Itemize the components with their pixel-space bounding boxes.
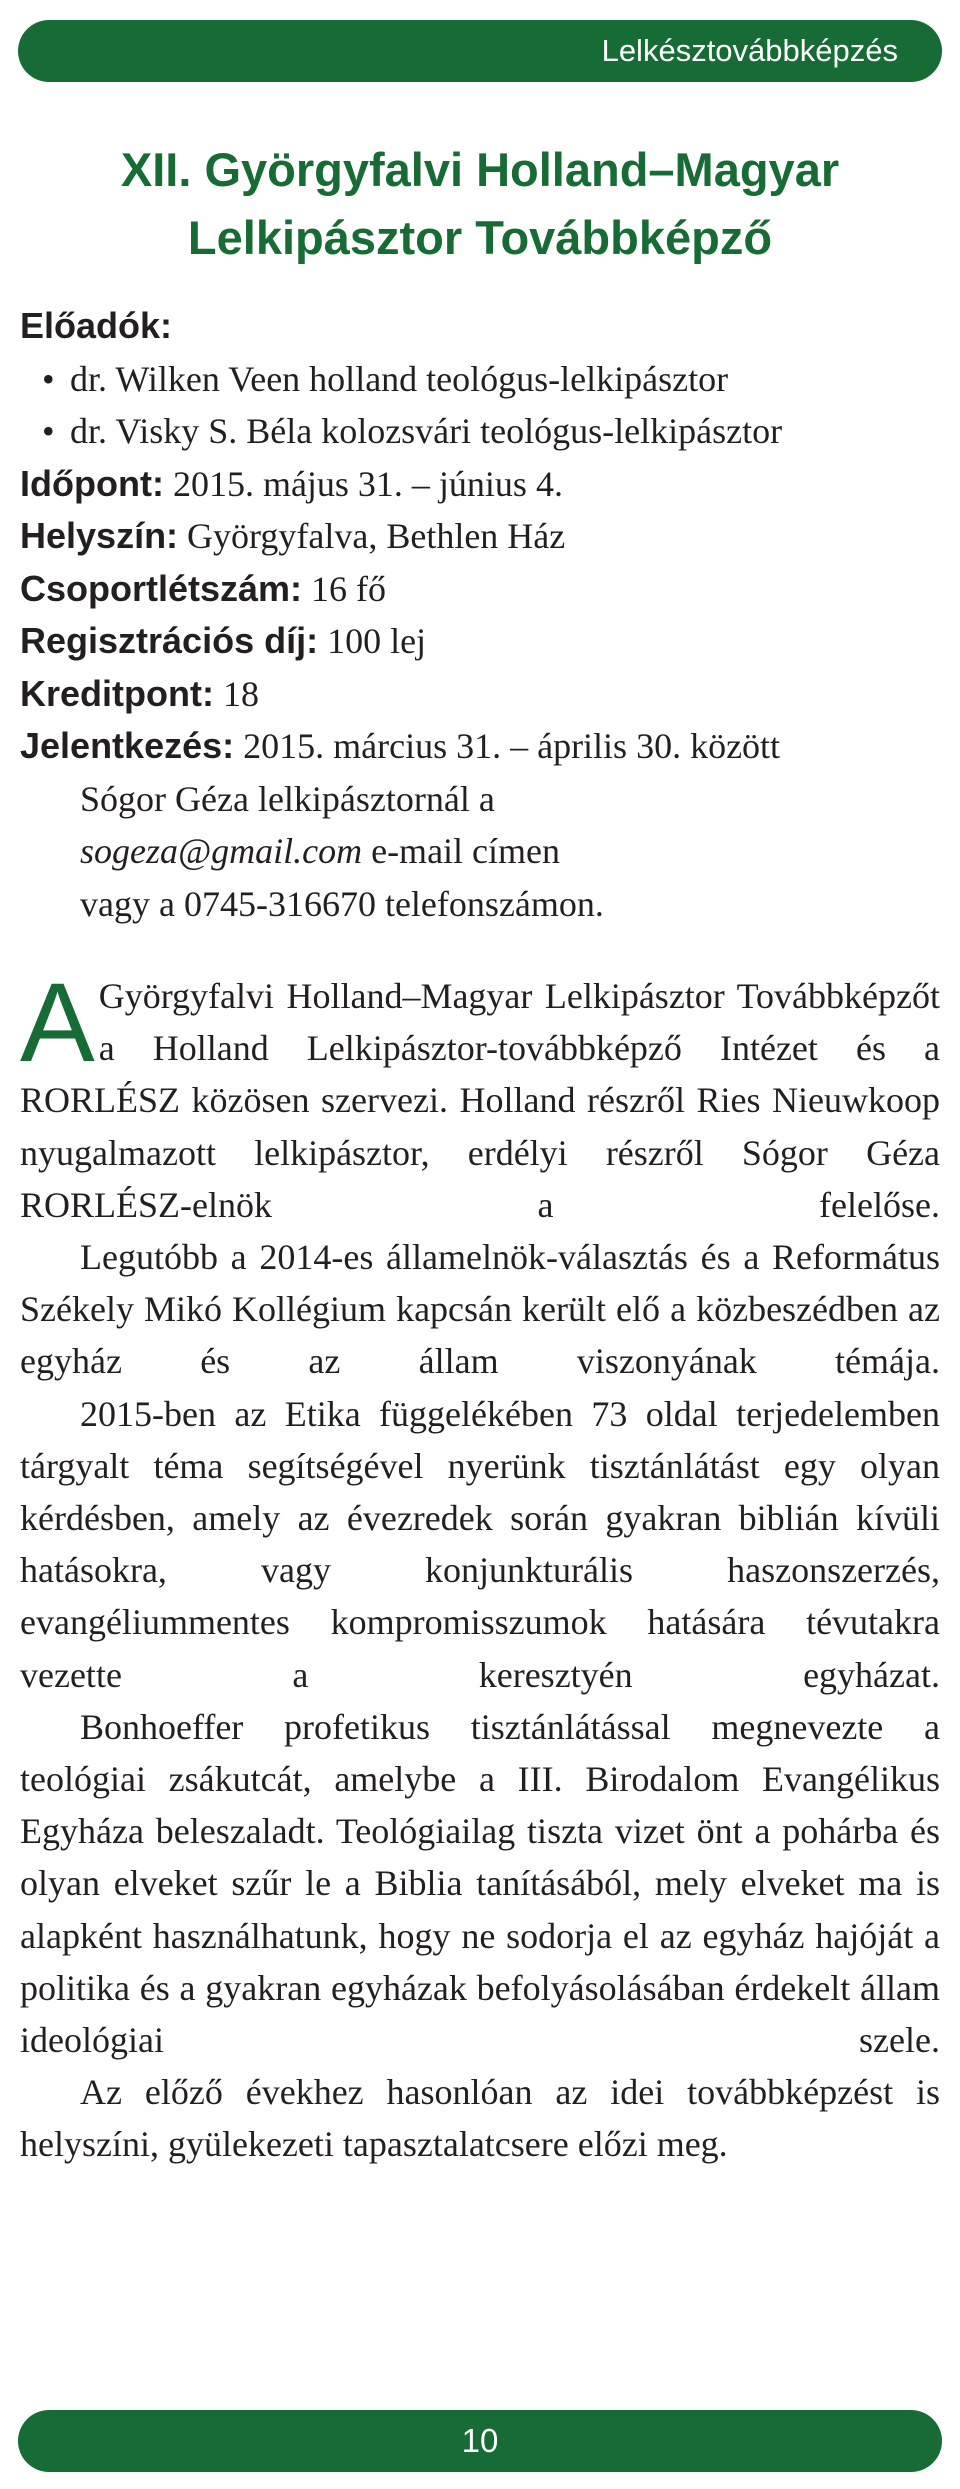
date-value: 2015. május 31. – június 4. [172,463,563,504]
date-row [20,458,940,511]
page-number: 10 [461,2422,499,2459]
venue-label: Helyszín: [20,515,179,556]
bullet-icon: • [42,411,55,451]
paragraph-1-text: Györgyfalvi Holland–Magyar Lelkipásztor Továbbképzőt a Holland Lelkipásztor-továbbképző Intézet és a RORLÉSZ közösen szervezi. Holland részről Ries Nieuwkoop nyugalmazott lelkipásztor, erdélyi részről Sógor Géza RORLÉSZ-elnök a felelőse. [20,976,940,1225]
event-info [20,300,940,930]
bullet-icon: • [42,358,55,399]
article-body [20,960,940,2171]
credit-value: 18 [222,673,259,714]
speaker-text: dr. Wilken Veen holland teológus-lelkipásztor [70,358,729,399]
email-link[interactable]: sogeza@gmail.com [80,831,363,871]
speaker-item [20,353,940,406]
application-row [20,720,940,773]
fee-value: 100 lej [327,621,427,661]
speaker-item [20,405,940,458]
application-contact: Sógor Géza lelkipásztornál a [80,778,495,819]
paragraph-4: Bonhoeffer profetikus tisztánlátással megnevezte a teológiai zsákutcát, amelybe a III. Birodalom Evangélikus Egyháza beleszaladt. Teológiailag tiszta vizet önt a pohárba és olyan elveket szűr le a Biblia tanításából, mely elveket ma is alapként használhatunk, hogy ne sodorja el az egyház hajóját a politika és a gyakran egyházak befolyásolásában érdekelt állam ideológiai szele. [20,1706,940,2061]
credit-label: Kreditpont: [20,672,214,714]
paragraph-3: 2015-ben az Etika függelékében 73 oldal terjedelemben tárgyalt téma segítségével nyerünk tisztánlátást egy olyan kérdésben, amely az évezredek során gyakran biblián kívüli hatásokra, vagy konjunkturális haszonszerzés, evangéliummentes kompromisszumok hatására tévutakra vezette a keresztyén egyházat. [20,1393,940,1695]
paragraph-1 [20,960,940,1231]
application-label: Jelentkezés: [20,725,235,766]
application-email-row [20,825,940,878]
header-bar [18,20,942,82]
speakers-label: Előadók: [20,305,173,346]
paragraph-2: Legutóbb a 2014-es államelnök-választás és a Református Székely Mikó Kollégium kapcsán került elő a közbeszédben az egyház és az állam viszonyának témája. [20,1237,940,1382]
fee-row [20,615,940,668]
credit-row [20,668,940,721]
drop-cap: A [20,960,95,1085]
email-suffix: e-mail címen [362,831,561,871]
title-line-1: XII. Györgyfalvi Holland–Magyar [120,143,840,196]
group-size-row [20,563,940,616]
venue-value: Györgyfalva, Bethlen Ház [187,516,566,556]
application-value: 2015. március 31. – április 30. között [243,726,781,766]
article-title [0,136,960,272]
date-label: Időpont: [20,462,164,504]
venue-row [20,510,940,563]
section-title: Lelkésztovábbképzés [601,33,898,68]
group-size-label: Csoportlétszám: [20,567,303,609]
title-line-2: Lelkipásztor Továbbképző [187,211,773,264]
paragraph-5: Az előző évekhez hasonlóan az idei továbbképzést is helyszíni, gyülekezeti tapasztalatcsere előzi meg. [20,2072,940,2165]
footer-bar [18,2410,942,2472]
group-size-value: 16 fő [311,568,387,609]
fee-label: Regisztrációs díj: [20,620,319,661]
speaker-text: dr. Visky S. Béla kolozsvári teológus-lelkipásztor [70,411,783,451]
application-phone: vagy a 0745-316670 telefonszámon. [80,883,604,924]
